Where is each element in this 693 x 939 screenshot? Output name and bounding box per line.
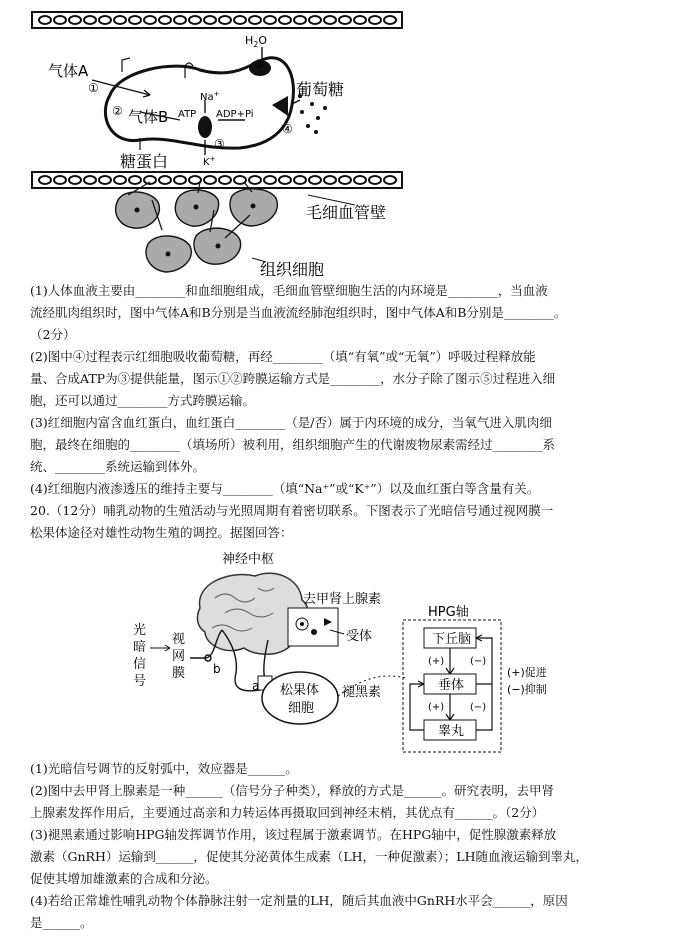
svg-text:号: 号 (133, 674, 147, 689)
step2-label: ② (112, 104, 123, 118)
svg-text:(−): (−) (470, 656, 487, 667)
adp-label: ADP+Pi (216, 109, 254, 120)
glucose-label: 葡萄糖 (296, 80, 345, 99)
receptor-label: 受体 (346, 629, 373, 644)
q19-line-6: (3)红细胞内富含血红蛋白，血红蛋白________（是/否）属于内环境的成分，当氧气进入肌肉细 (30, 415, 552, 430)
q20-line-4: 激素（GnRH）运输到______，促使其分泌黄体生成素（LH，一种促激素）；LH随血液运输到睾丸， (30, 849, 589, 864)
question-19-block (30, 280, 670, 544)
svg-text:细胞: 细胞 (288, 701, 315, 716)
a-label: a (252, 679, 260, 693)
glycoprotein-label: 糖蛋白 (120, 152, 169, 171)
tissue-cells-label: 组织细胞 (260, 260, 325, 279)
norepinephrine-label: 去甲肾上腺素 (303, 592, 382, 607)
step3-label: ③ (214, 137, 225, 151)
q20-line-1: (2)图中去甲肾上腺素是一种______（信号分子种类），释放的方式是______。研究表明，去甲肾 (30, 783, 554, 798)
q19-line-8: 统、________系统运输到体外。 (30, 459, 206, 474)
step4-label: ④ (282, 122, 293, 136)
step5-label: ⑤ (254, 57, 265, 71)
synapse-box (288, 608, 338, 646)
b-label: b (213, 662, 221, 676)
q19-line-4: 量、合成ATP为③提供能量，图示①②跨膜运输方式是________，水分子除了图示⑤过程进入细 (30, 371, 556, 386)
q19-line-10: 20.（12分）哺乳动物的生殖活动与光照周期有着密切联系。下图表示了光暗信号通过视网膜一 (30, 503, 554, 518)
q19-line-1: 流经肌肉组织时，图中气体A和B分别是当血液流经肺泡组织时，图中气体A和B分别是________。 (30, 305, 567, 320)
figure-rbc-capillary (0, 0, 693, 285)
hpg-axis-label: HPG轴 (428, 605, 469, 620)
figure-hpg-axis (0, 548, 693, 758)
gas-a-label: 气体A (48, 62, 89, 80)
k-label: K+ (203, 155, 216, 168)
pineal-cell (262, 672, 338, 724)
svg-text:(−): (−) (470, 702, 487, 713)
svg-text:视: 视 (172, 632, 186, 647)
svg-text:网: 网 (172, 649, 186, 664)
q19-line-11: 松果体途径对雄性动物生殖的调控。据图回答： (30, 525, 293, 540)
q19-line-7: 胞，最终在细胞的________（填场所）被利用，组织细胞产生的代谢废物尿素需经过________系 (30, 437, 556, 452)
atp-label: ATP (178, 109, 197, 120)
question-20-block (30, 758, 670, 934)
q19-line-0: (1)人体血液主要由________和血细胞组成，毛细血管壁细胞生活的内环境是________，当血液 (30, 283, 548, 298)
gas-b-label: 气体B (128, 108, 169, 126)
svg-text:(+): (+) (428, 656, 445, 667)
svg-text:信: 信 (133, 657, 147, 672)
q20-line-6: (4)若给正常雄性哺乳动物个体静脉注射一定剂量的LH，随后其血液中GnRH水平会______，原因 (30, 893, 568, 908)
q19-line-5: 胞，还可以通过________方式跨膜运输。 (30, 393, 256, 408)
svg-text:(+): (+) (428, 702, 445, 713)
glucose-transporter (272, 96, 288, 116)
glucose-molecules (298, 94, 327, 134)
svg-text:下丘脑: 下丘脑 (432, 632, 472, 647)
q20-line-7: 是______。 (30, 915, 93, 930)
legend-promote: (+)促进 (507, 666, 547, 679)
tissue-cells-group (116, 189, 278, 272)
retina-label (172, 632, 185, 681)
svg-text:光: 光 (133, 623, 147, 638)
capillary-wall-top (32, 12, 402, 28)
capillary-wall-label: 毛细血管壁 (306, 203, 387, 222)
q20-line-5: 促使其增加雄激素的合成和分泌。 (30, 871, 218, 886)
q19-line-3: (2)图中④过程表示红细胞吸收葡萄糖，再经________（填“有氧”或“无氧”）呼吸过程释放能 (30, 349, 536, 364)
q19-line-2: （2分） (30, 327, 76, 342)
nerve-center-label: 神经中枢 (222, 552, 275, 567)
q20-line-2: 上腺素发挥作用后，主要通过高亲和力转运体再摄取回到神经末梢，其优点有______。（2分） (30, 805, 545, 820)
capillary-wall-bottom (32, 172, 402, 188)
q20-line-0: (1)光暗信号调节的反射弧中，效应器是______。 (30, 761, 298, 776)
light-signal-label (133, 622, 146, 689)
svg-text:垂体: 垂体 (438, 678, 465, 693)
svg-text:暗: 暗 (133, 640, 147, 655)
svg-text:膜: 膜 (172, 666, 186, 681)
svg-text:睾丸: 睾丸 (438, 724, 465, 739)
na-k-pump (198, 116, 212, 138)
h2o-label: $H_2O$ (245, 34, 268, 49)
legend-inhibit: (−)抑制 (507, 683, 547, 696)
q20-line-3: (3)褪黑素通过影响HPG轴发挥调节作用，该过程属于激素调节。在HPG轴中，促性腺激素释放 (30, 827, 557, 842)
melatonin-label: 褪黑素 (342, 685, 382, 700)
na-label: Na+ (200, 90, 220, 103)
q19-line-9: (4)红细胞内液渗透压的维持主要与________（填“Na⁺”或“K⁺”）以及血红蛋白等含量有关。 (30, 481, 540, 496)
pineal-label: 松果体 (280, 683, 320, 698)
step1-label: ① (88, 81, 99, 95)
